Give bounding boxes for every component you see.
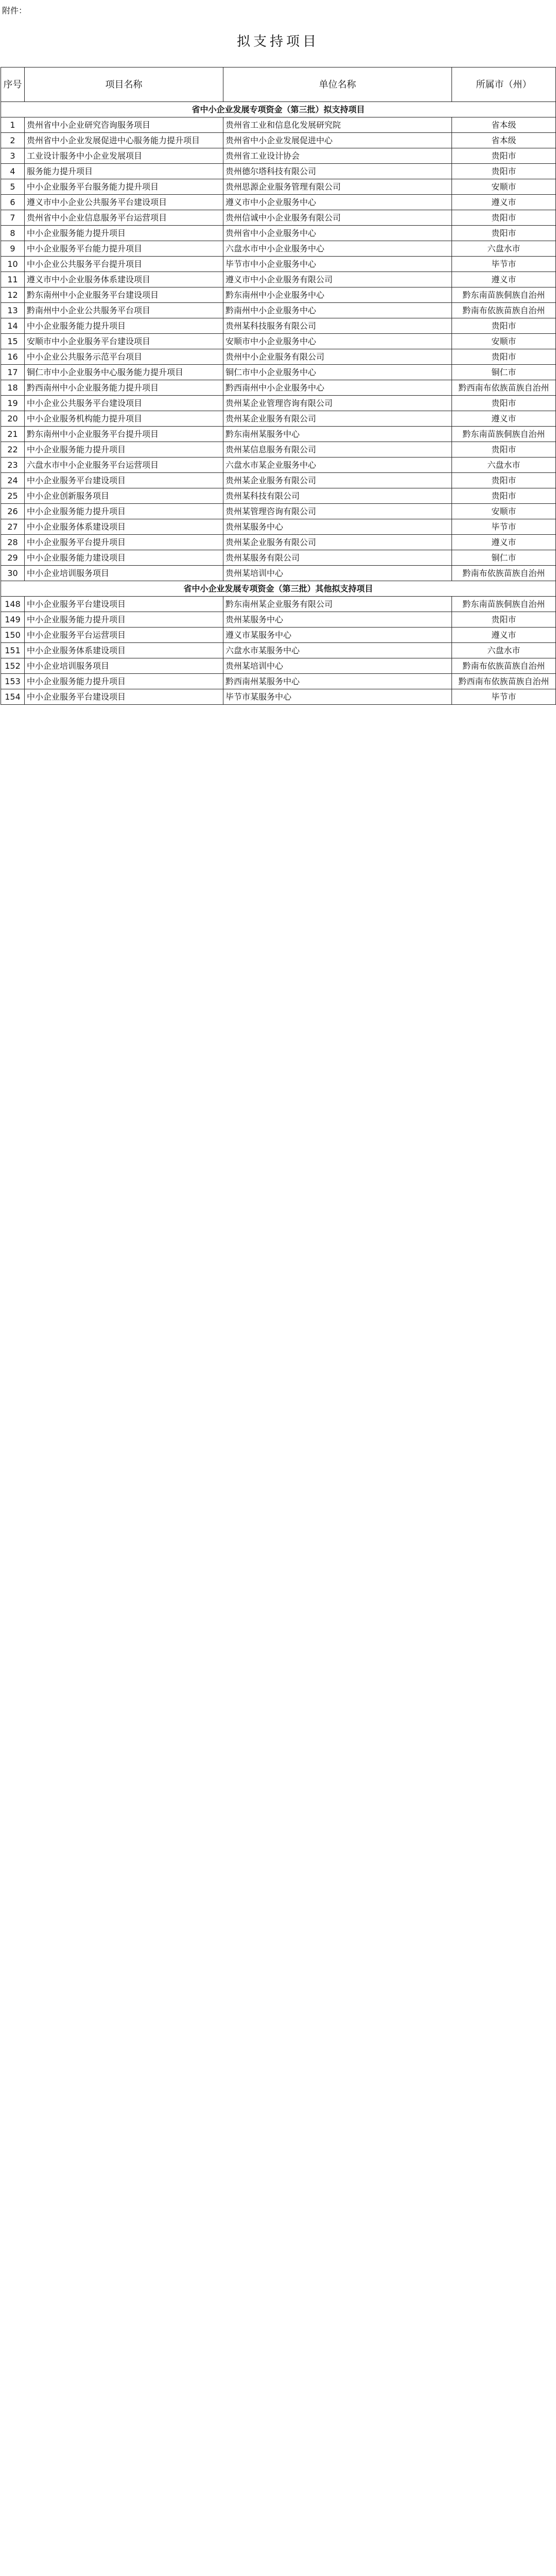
table-row — [1, 535, 556, 550]
header-unit-name: 单位名称 — [223, 67, 452, 102]
table-row — [1, 457, 556, 473]
table-row — [1, 550, 556, 566]
table-row — [1, 597, 556, 612]
row-index: 24 — [1, 473, 25, 488]
city: 六盘水市 — [452, 457, 556, 473]
unit-name: 黔东南州某服务中心 — [223, 427, 452, 442]
table-row — [1, 519, 556, 535]
unit-name: 贵州省中小企业服务中心 — [223, 226, 452, 241]
city: 毕节市 — [452, 257, 556, 272]
table-row — [1, 287, 556, 303]
unit-name: 贵州某服务中心 — [223, 612, 452, 628]
unit-name: 贵州某科技有限公司 — [223, 488, 452, 504]
unit-name: 贵州省中小企业发展促进中心 — [223, 133, 452, 148]
unit-name: 贵州某企业管理咨询有限公司 — [223, 396, 452, 411]
city: 遵义市 — [452, 535, 556, 550]
row-index: 12 — [1, 287, 25, 303]
table-row — [1, 488, 556, 504]
unit-name: 贵州某服务有限公司 — [223, 550, 452, 566]
table-row — [1, 566, 556, 581]
unit-name: 遵义市中小企业服务有限公司 — [223, 272, 452, 287]
table-row — [1, 411, 556, 427]
city: 安顺市 — [452, 179, 556, 195]
unit-name: 贵州信诚中小企业服务有限公司 — [223, 210, 452, 226]
project-name: 中小企业服务平台能力提升项目 — [25, 241, 223, 257]
city: 贵阳市 — [452, 318, 556, 334]
table-row — [1, 349, 556, 365]
attachment-label: 附件： — [2, 6, 27, 15]
project-name: 工业设计服务中小企业发展项目 — [25, 148, 223, 164]
unit-name: 贵州德尔塔科技有限公司 — [223, 164, 452, 179]
table-row — [1, 148, 556, 164]
table-row — [1, 318, 556, 334]
city: 贵阳市 — [452, 148, 556, 164]
table-row — [1, 380, 556, 396]
unit-name: 黔南州中小企业服务中心 — [223, 303, 452, 318]
table-row — [1, 442, 556, 457]
table-row — [1, 210, 556, 226]
project-name: 中小企业公共服务示范平台项目 — [25, 349, 223, 365]
project-name: 中小企业服务平台建设项目 — [25, 689, 223, 705]
table-row — [1, 658, 556, 674]
unit-name: 毕节市中小企业服务中心 — [223, 257, 452, 272]
city: 黔东南苗族侗族自治州 — [452, 287, 556, 303]
row-index: 148 — [1, 597, 25, 612]
city: 省本级 — [452, 117, 556, 133]
table-row — [1, 195, 556, 210]
project-name: 中小企业服务能力提升项目 — [25, 674, 223, 689]
section-heading: 省中小企业发展专项资金（第三批）其他拟支持项目 — [1, 581, 556, 597]
unit-name: 六盘水市某企业服务中心 — [223, 457, 452, 473]
city: 黔南布依族苗族自治州 — [452, 303, 556, 318]
section-heading-row — [1, 581, 556, 597]
row-index: 19 — [1, 396, 25, 411]
row-index: 149 — [1, 612, 25, 628]
row-index: 26 — [1, 504, 25, 519]
table-row — [1, 179, 556, 195]
city: 贵阳市 — [452, 612, 556, 628]
project-name: 中小企业公共服务平台提升项目 — [25, 257, 223, 272]
row-index: 30 — [1, 566, 25, 581]
unit-name: 黔西南州某服务中心 — [223, 674, 452, 689]
row-index: 17 — [1, 365, 25, 380]
project-name: 中小企业服务平台提升项目 — [25, 535, 223, 550]
project-name: 中小企业服务平台建设项目 — [25, 597, 223, 612]
table-row — [1, 643, 556, 658]
city: 黔东南苗族侗族自治州 — [452, 597, 556, 612]
row-index: 6 — [1, 195, 25, 210]
city: 毕节市 — [452, 519, 556, 535]
city: 六盘水市 — [452, 241, 556, 257]
unit-name: 铜仁市中小企业服务中心 — [223, 365, 452, 380]
unit-name: 贵州某科技服务有限公司 — [223, 318, 452, 334]
table-row — [1, 241, 556, 257]
unit-name: 黔东南州某企业服务有限公司 — [223, 597, 452, 612]
table-row — [1, 334, 556, 349]
project-name: 中小企业服务能力提升项目 — [25, 442, 223, 457]
city: 黔东南苗族侗族自治州 — [452, 427, 556, 442]
section-heading: 省中小企业发展专项资金（第三批）拟支持项目 — [1, 102, 556, 117]
city: 黔西南布依族苗族自治州 — [452, 674, 556, 689]
unit-name: 贵州某培训中心 — [223, 658, 452, 674]
unit-name: 贵州省工业和信息化发展研究院 — [223, 117, 452, 133]
project-name: 中小企业服务能力提升项目 — [25, 226, 223, 241]
city: 遵义市 — [452, 195, 556, 210]
table-row — [1, 303, 556, 318]
table-row — [1, 612, 556, 628]
project-name: 中小企业培训服务项目 — [25, 658, 223, 674]
project-name: 中小企业培训服务项目 — [25, 566, 223, 581]
city: 贵阳市 — [452, 473, 556, 488]
unit-name: 黔西南州中小企业服务中心 — [223, 380, 452, 396]
unit-name: 遵义市某服务中心 — [223, 628, 452, 643]
row-index: 11 — [1, 272, 25, 287]
unit-name: 贵州某企业服务有限公司 — [223, 473, 452, 488]
row-index: 151 — [1, 643, 25, 658]
city: 贵阳市 — [452, 396, 556, 411]
project-name: 黔南州中小企业公共服务平台项目 — [25, 303, 223, 318]
table-row — [1, 427, 556, 442]
row-index: 153 — [1, 674, 25, 689]
table-row — [1, 396, 556, 411]
row-index: 152 — [1, 658, 25, 674]
row-index: 13 — [1, 303, 25, 318]
unit-name: 贵州某培训中心 — [223, 566, 452, 581]
table-row — [1, 473, 556, 488]
project-name: 中小企业服务平台建设项目 — [25, 473, 223, 488]
city: 遵义市 — [452, 628, 556, 643]
city: 贵阳市 — [452, 349, 556, 365]
page-title: 拟支持项目 — [236, 34, 319, 49]
unit-name: 贵州某服务中心 — [223, 519, 452, 535]
project-name: 中小企业公共服务平台建设项目 — [25, 396, 223, 411]
unit-name: 黔东南州中小企业服务中心 — [223, 287, 452, 303]
table-row — [1, 674, 556, 689]
unit-name: 贵州某企业服务有限公司 — [223, 411, 452, 427]
row-index: 28 — [1, 535, 25, 550]
row-index: 14 — [1, 318, 25, 334]
project-name: 贵州省中小企业发展促进中心服务能力提升项目 — [25, 133, 223, 148]
unit-name: 贵州某企业服务有限公司 — [223, 535, 452, 550]
row-index: 21 — [1, 427, 25, 442]
city: 贵阳市 — [452, 210, 556, 226]
unit-name: 六盘水市某服务中心 — [223, 643, 452, 658]
project-name: 中小企业服务体系建设项目 — [25, 643, 223, 658]
row-index: 25 — [1, 488, 25, 504]
row-index: 150 — [1, 628, 25, 643]
city: 省本级 — [452, 133, 556, 148]
table-header-row — [1, 67, 556, 102]
project-table — [1, 67, 556, 705]
table-row — [1, 226, 556, 241]
header-index: 序号 — [1, 67, 25, 102]
row-index: 3 — [1, 148, 25, 164]
table-row — [1, 272, 556, 287]
city: 贵阳市 — [452, 226, 556, 241]
project-name: 黔东南州中小企业服务平台建设项目 — [25, 287, 223, 303]
project-name: 六盘水市中小企业服务平台运营项目 — [25, 457, 223, 473]
project-name: 中小企业服务能力建设项目 — [25, 550, 223, 566]
row-index: 22 — [1, 442, 25, 457]
project-name: 铜仁市中小企业服务中心服务能力提升项目 — [25, 365, 223, 380]
city: 安顺市 — [452, 504, 556, 519]
project-name: 中小企业服务平台运营项目 — [25, 628, 223, 643]
project-name: 中小企业服务能力提升项目 — [25, 612, 223, 628]
project-name: 中小企业创新服务项目 — [25, 488, 223, 504]
city: 六盘水市 — [452, 643, 556, 658]
city: 黔西南布依族苗族自治州 — [452, 380, 556, 396]
city: 安顺市 — [452, 334, 556, 349]
table-row — [1, 504, 556, 519]
unit-name: 贵州思源企业服务管理有限公司 — [223, 179, 452, 195]
city: 贵阳市 — [452, 164, 556, 179]
row-index: 16 — [1, 349, 25, 365]
city: 遵义市 — [452, 272, 556, 287]
row-index: 154 — [1, 689, 25, 705]
section-heading-row — [1, 102, 556, 117]
unit-name: 六盘水市中小企业服务中心 — [223, 241, 452, 257]
city: 遵义市 — [452, 411, 556, 427]
project-name: 中小企业服务平台服务能力提升项目 — [25, 179, 223, 195]
city: 黔南布依族苗族自治州 — [452, 658, 556, 674]
city: 铜仁市 — [452, 365, 556, 380]
table-row — [1, 133, 556, 148]
header-city: 所属市（州） — [452, 67, 556, 102]
project-name: 黔西南州中小企业服务能力提升项目 — [25, 380, 223, 396]
project-name: 服务能力提升项目 — [25, 164, 223, 179]
row-index: 29 — [1, 550, 25, 566]
city: 铜仁市 — [452, 550, 556, 566]
city: 贵阳市 — [452, 488, 556, 504]
city: 黔南布依族苗族自治州 — [452, 566, 556, 581]
project-name: 安顺市中小企业服务平台建设项目 — [25, 334, 223, 349]
unit-name: 贵州某信息服务有限公司 — [223, 442, 452, 457]
row-index: 4 — [1, 164, 25, 179]
row-index: 1 — [1, 117, 25, 133]
row-index: 23 — [1, 457, 25, 473]
unit-name: 安顺市中小企业服务中心 — [223, 334, 452, 349]
table-row — [1, 689, 556, 705]
table-row — [1, 365, 556, 380]
table-row — [1, 117, 556, 133]
row-index: 18 — [1, 380, 25, 396]
project-name: 遵义市中小企业公共服务平台建设项目 — [25, 195, 223, 210]
unit-name: 贵州中小企业服务有限公司 — [223, 349, 452, 365]
row-index: 10 — [1, 257, 25, 272]
table-body — [1, 102, 556, 705]
project-name: 贵州省中小企业研究咨询服务项目 — [25, 117, 223, 133]
project-name: 贵州省中小企业信息服务平台运营项目 — [25, 210, 223, 226]
project-name: 中小企业服务机构能力提升项目 — [25, 411, 223, 427]
row-index: 15 — [1, 334, 25, 349]
project-name: 中小企业服务能力提升项目 — [25, 318, 223, 334]
table-row — [1, 628, 556, 643]
project-name: 遵义市中小企业服务体系建设项目 — [25, 272, 223, 287]
row-index: 2 — [1, 133, 25, 148]
city: 毕节市 — [452, 689, 556, 705]
unit-name: 毕节市某服务中心 — [223, 689, 452, 705]
project-name: 黔东南州中小企业服务平台提升项目 — [25, 427, 223, 442]
city: 贵阳市 — [452, 442, 556, 457]
row-index: 27 — [1, 519, 25, 535]
row-index: 8 — [1, 226, 25, 241]
project-name: 中小企业服务体系建设项目 — [25, 519, 223, 535]
unit-name: 贵州省工业设计协会 — [223, 148, 452, 164]
table-row — [1, 164, 556, 179]
unit-name: 贵州某管理咨询有限公司 — [223, 504, 452, 519]
row-index: 7 — [1, 210, 25, 226]
row-index: 5 — [1, 179, 25, 195]
row-index: 20 — [1, 411, 25, 427]
row-index: 9 — [1, 241, 25, 257]
unit-name: 遵义市中小企业服务中心 — [223, 195, 452, 210]
table-row — [1, 257, 556, 272]
project-name: 中小企业服务能力提升项目 — [25, 504, 223, 519]
header-project-name: 项目名称 — [25, 67, 223, 102]
